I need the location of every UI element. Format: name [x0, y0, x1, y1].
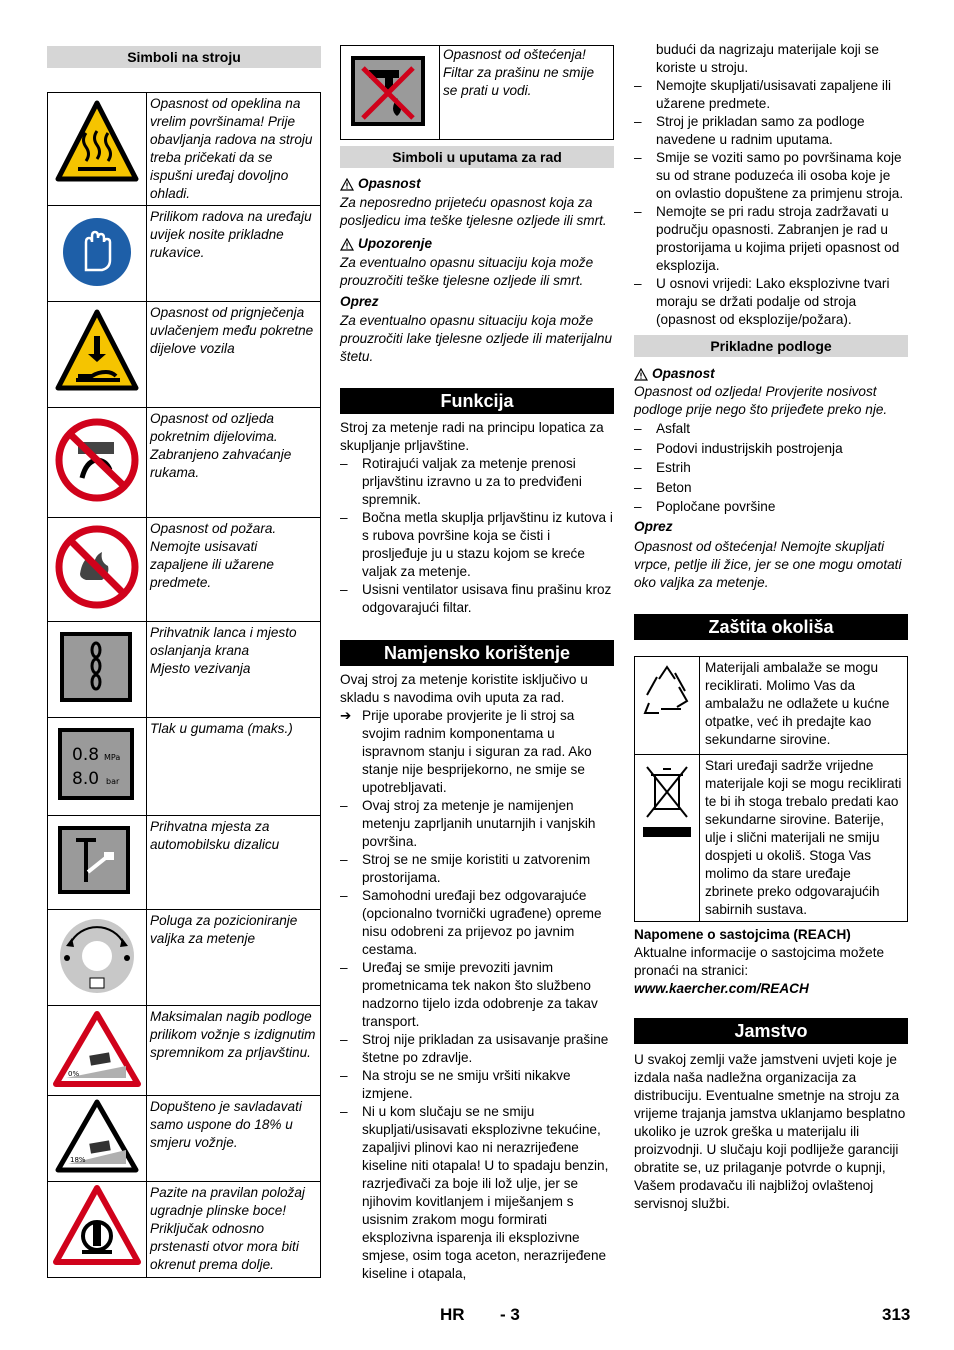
list-item: – Nemojte se pri radu stroja zadržavati u području opasnosti. Zabranjen je rad u prostorijama u kojima prijeti opasnost od eksplozija.: [634, 204, 900, 273]
list-item: – Rotirajući valjak za metenje prenosi prljavštinu izravno u za to predviđeni spremnik.: [340, 456, 582, 507]
section-heading-manual-symbols: Simboli u uputama za rad: [340, 146, 614, 168]
list-item: – Nemojte skupljati/usisavati zapaljene ili užarene predmete.: [634, 78, 891, 111]
pressure-unit-bar: bar: [106, 777, 120, 786]
warning-text: Za eventualno opasnu situaciju koja može prouzročiti teške tjelesne ozljede ili smrt.: [340, 255, 594, 288]
symbol-description: Prihvatna mjesta za automobilsku dizalicu: [147, 816, 321, 910]
warning-row: [340, 235, 614, 253]
list-item: – Samohodni uređaji bez odgovarajuće (opcionalno tvornički ugrađene) opreme nisu odobreni za prijevoz po javnim cestama.: [340, 888, 602, 957]
list-item: – Na stroju se ne smiju vršiti nikakve izmjene.: [340, 1068, 571, 1101]
list-item: – Podovi industrijskih postrojenja: [634, 440, 843, 456]
column-middle: [340, 0, 614, 1283]
recycling-icon: [635, 656, 700, 754]
list-item: – Usisni ventilator usisava finu prašinu kroz odgovarajući filtar.: [340, 582, 612, 615]
list-item: – Stroj je prikladan samo za podloge navedene u radnim uputama.: [634, 114, 865, 147]
list-item: – Beton: [634, 479, 692, 495]
symbol-description: Opasnost od požara. Nemojte usisavati zapaljene ili užarene predmete.: [147, 518, 321, 622]
section-heading-environment: Zaštita okoliša: [634, 614, 908, 640]
use-intro: Ovaj stroj za metenje koristite isključivo u skladu s navodima ovih uputa za rad.: [340, 672, 588, 705]
footer-page-number: 313: [882, 1305, 911, 1324]
gloves-mandatory-icon: [48, 206, 147, 302]
reach-text: Aktualne informacije o sastojcima možete pronaći na stranici:: [634, 944, 885, 978]
no-burning-objects-icon: [48, 518, 147, 622]
column-right: [634, 0, 908, 1213]
symbol-description: Maksimalan nagib podloge prilikom vožnje s izdignutim spremnikom za prljavštinu.: [147, 1006, 321, 1096]
crush-hazard-icon: [48, 302, 147, 408]
list-item: – Asfalt: [634, 421, 690, 436]
danger-row: [340, 175, 614, 193]
warranty-text: U svakoj zemlji važe jamstveni uvjeti koje je izdala naša nadležna organizacija za distribuciju. Eventualne smetnje na stroju za vrijeme trajanja jamstva uklanjamo besplatno ukoliko je uzrok greška u materijalu ili proizvodnji. U slučaju koji podliježe garanciji obratite se, uz prilaganje potvrde o kupnji, Vašem prodavaču ili najbližoj ovlaštenoj servisnoj službi.: [634, 1051, 906, 1211]
continuation-text: budući da nagrizaju materijale koji se koriste u stroju.: [656, 42, 879, 75]
symbol-description: Pazite na pravilan položaj ugradnje plinske boce! Priključak odnosno prstenasti otvor mora biti okrenut prema dolje.: [147, 1182, 321, 1278]
section-heading-function: Funkcija: [340, 388, 614, 414]
jack-points-icon: [48, 816, 147, 910]
symbol-description: Opasnost od prignječenja uvlačenjem među pokretne dijelove vozila: [147, 302, 321, 408]
caution-label: Oprez: [634, 518, 673, 534]
slope-badge: 0%: [68, 1070, 80, 1078]
list-item: – Uređaj se smije prevoziti javnim prometnicama tek nakon što službeno nadzorno tijelo izda odobrenje za takav transport.: [340, 960, 598, 1029]
environment-table: [634, 656, 908, 922]
machine-symbols-table: [47, 92, 321, 1278]
list-item: – Popločane površine: [634, 499, 776, 514]
list-item: – Stroj se ne smije koristiti u zatvorenim prostorijama.: [340, 852, 591, 885]
pressure-value-bar: 8.0: [72, 769, 100, 789]
no-water-filter-icon: [341, 46, 440, 140]
chain-attachment-icon: [48, 622, 147, 718]
column-left: [47, 0, 321, 1278]
section-heading-intended-use: Namjensko korištenje: [340, 640, 614, 666]
max-slope-raised-icon: [48, 1006, 147, 1096]
list-item-arrow: ➔ Prije uporabe provjerite je li stroj sa svojim radnim komponentama u ispravnom stanju i siguran za rad. Ako stanje nije besprijekorno, ne smije se upotrebljavati.: [340, 708, 592, 795]
danger-text: Opasnost od ozljeda! Provjerite nosivost podloge prije nego što prijeđete preko nje.: [634, 384, 888, 417]
list-item: – Ovaj stroj za metenje je namijenjen metenju zaprljanih unutarnjih i vanjskih površina.: [340, 798, 596, 849]
section-heading-surfaces: Prikladne podloge: [634, 335, 908, 357]
list-item: – U osnovi vrijedi: Lako eksplozivne tvari moraju se držati podalje od stroja (opasnost od eksplozije/požara).: [634, 276, 890, 327]
reach-title: Napomene o sastojcima (REACH): [634, 926, 851, 942]
symbol-description: Poluga za pozicioniranje valjka za metenje: [147, 910, 321, 1006]
symbol-description: Tlak u gumama (maks.): [147, 718, 321, 816]
danger-label: Opasnost: [358, 176, 421, 191]
tyre-pressure-icon: [48, 718, 147, 816]
symbol-description: Dopušteno je savladavati samo uspone do 18% u smjeru vožnje.: [147, 1096, 321, 1182]
filter-warning-table: [340, 45, 614, 140]
roller-position-lever-icon: [48, 910, 147, 1006]
footer-language: HR: [440, 1305, 465, 1324]
list-item: – Smije se voziti samo po površinama koje su od strane poduzeća ili osoba koje je on ovlastio dopuštene za primjenu stroja.: [634, 150, 904, 201]
pressure-value-mpa: 0.8: [72, 745, 100, 765]
hot-surface-warning-icon: [48, 93, 147, 206]
footer-local-page: - 3: [500, 1305, 520, 1324]
environment-text: Materijali ambalaže se mogu reciklirati. Molimo Vas da ambalažu ne odlažete u kućne otpatke, već ih predajte kao sekundarne sirovine.: [700, 656, 908, 754]
list-item: – Stroj nije prikladan za usisavanje prašine štetne po zdravlje.: [340, 1032, 609, 1065]
section-heading-warranty: Jamstvo: [634, 1018, 908, 1044]
crossed-bin-icon: [635, 754, 700, 921]
symbol-description: Opasnost od opeklina na vrelim površinama! Prije obavljanja radova na stroju treba pričekati da se ispušni uređaj dovoljno ohladi.: [147, 93, 321, 206]
warning-triangle-icon: [340, 178, 354, 191]
no-hand-reach-icon: [48, 408, 147, 518]
danger-label: Opasnost: [652, 366, 715, 381]
pressure-unit-mpa: MPa: [104, 753, 121, 762]
function-intro: Stroj za metenje radi na principu lopatica za skupljanje prljavštine.: [340, 420, 604, 453]
warning-triangle-icon: [340, 238, 354, 251]
warning-triangle-icon: [634, 368, 648, 381]
symbol-description: Prilikom radova na uređaju uvijek nosite prikladne rukavice.: [147, 206, 321, 302]
symbol-description: Opasnost od ozljeda pokretnim dijelovima. Zabranjeno zahvaćanje rukama.: [147, 408, 321, 518]
arrow-right-icon: ➔: [340, 708, 352, 723]
list-item: – Bočna metla skuplja prljavštinu iz kutova i s rubova površine koja se čisti i prosljeđuje ju u stazu kojom se kreće valjak za metenje.: [340, 510, 613, 579]
gas-cylinder-position-icon: [48, 1182, 147, 1278]
symbol-description: Opasnost od oštećenja! Filtar za prašinu ne smije se prati u vodi.: [440, 46, 614, 140]
list-item: – Ni u kom slučaju se ne smiju skupljati/usisavati eksplozivne tekućine, zapaljivi plinovi kao ni nerazrijeđene kiseline niti otapala! U to spadaju benzin, razrjeđivači za boje ili lož ulje, jer se njihovim kovitlanjem i miješanjem s usisnim zrakom mogu formirati eksplozivna isparenja ili eksplozivne smjese, osim toga aceton, nerazrijeđene kiseline i otapala,: [340, 1104, 609, 1281]
environment-text: Stari uređaji sadrže vrijedne materijale koji se mogu reciklirati te bi ih stoga trebalo predati kao sekundarne sirovine. Baterije, ulje i slični materijali ne smiju dospjeti u okoliš. Stoga Vas molimo da stare uređaje zbrinete preko odgovarajućih sabirnih sustava.: [700, 754, 908, 921]
slope-badge: 18%: [70, 1156, 86, 1164]
danger-text: Za neposredno prijeteću opasnost koja za posljedicu ima teške tjelesne ozljede ili smrt.: [340, 195, 607, 228]
caution-text: Za eventualno opasnu situaciju koja može prouzročiti lake tjelesne ozljede ili materijalnu štetu.: [340, 313, 613, 364]
section-heading-machine-symbols: Simboli na stroju: [47, 46, 321, 68]
warning-label: Upozorenje: [358, 236, 433, 251]
danger-row: [634, 365, 908, 383]
caution-text: Opasnost od oštećenja! Nemojte skupljati vrpce, petlje ili žice, jer se one mogu omotati oko valjka za metenje.: [634, 538, 902, 590]
reach-link[interactable]: www.kaercher.com/REACH: [634, 980, 809, 996]
slope-18-icon: [48, 1096, 147, 1182]
list-item: – Estrih: [634, 460, 691, 475]
caution-label: Oprez: [340, 294, 379, 309]
symbol-description: Prihvatnik lanca i mjesto oslanjanja krana Mjesto vezivanja: [147, 622, 321, 718]
